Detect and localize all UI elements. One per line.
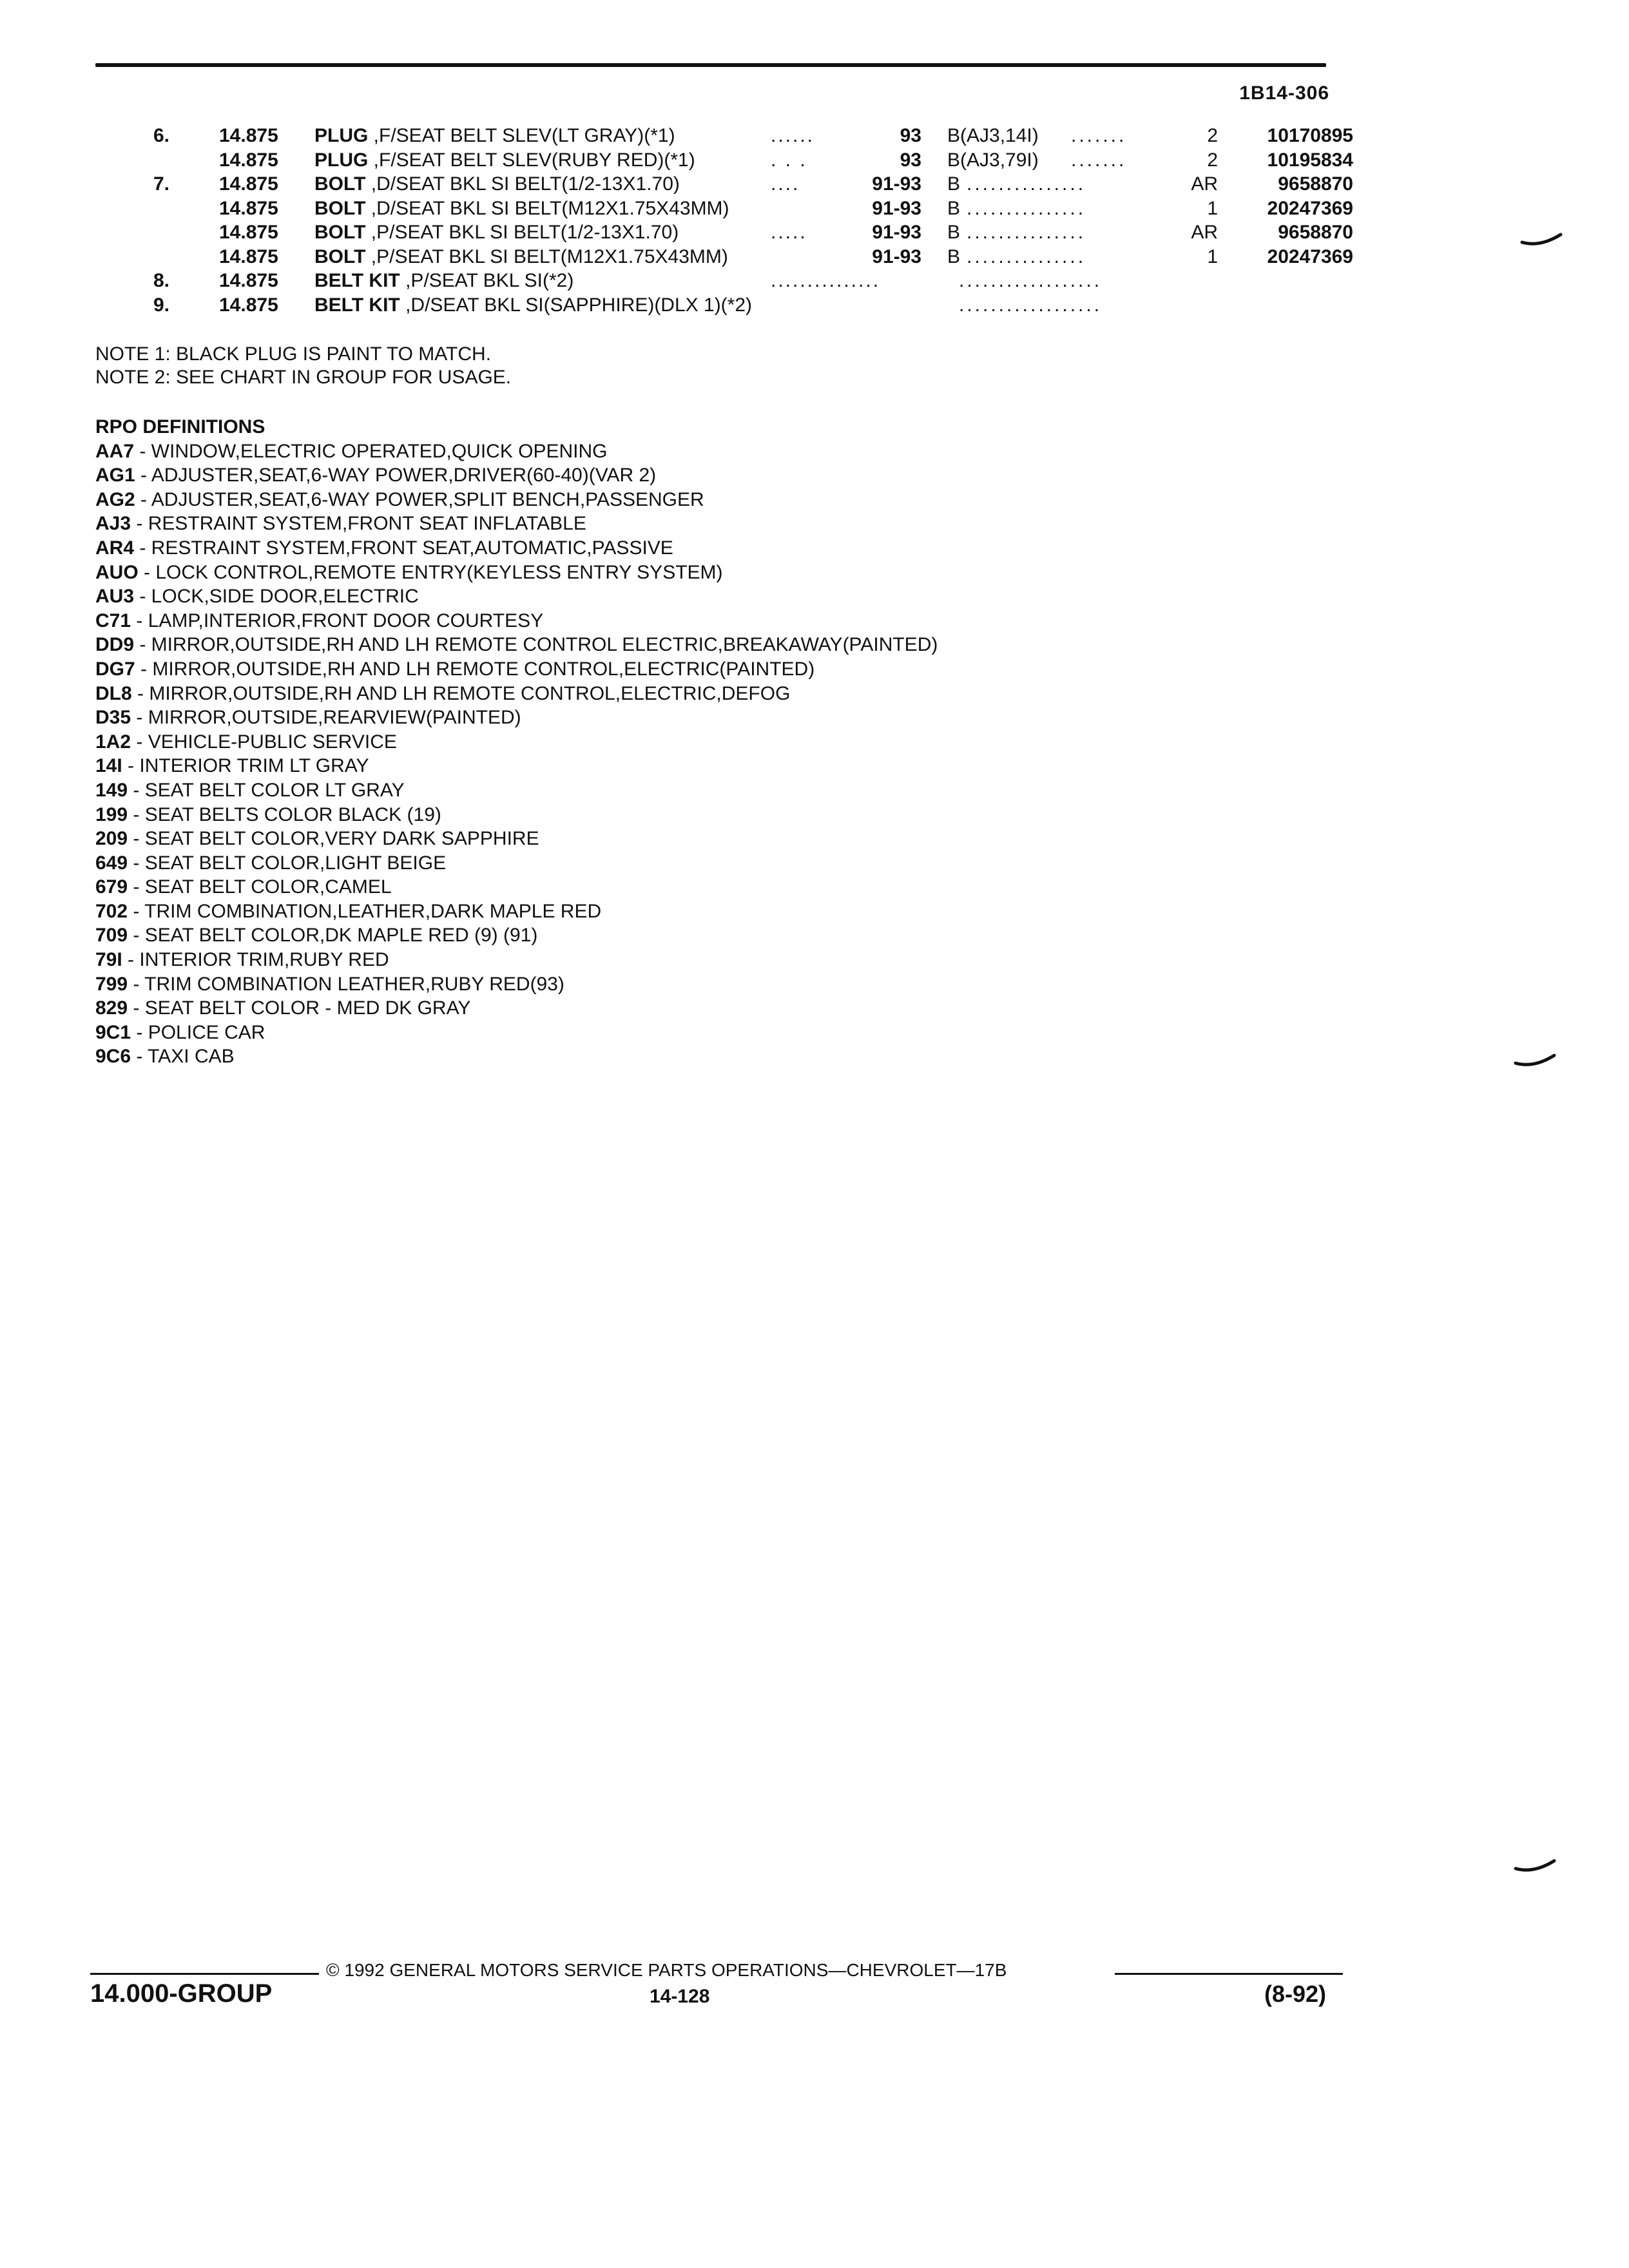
options: B bbox=[947, 222, 961, 243]
part-number: 10195834 bbox=[1267, 149, 1353, 171]
rpo-description: - LOCK,SIDE DOOR,ELECTRIC bbox=[134, 586, 419, 608]
rpo-code: AG1 bbox=[95, 465, 135, 486]
leader-dots: .................. bbox=[959, 270, 1103, 291]
options: B bbox=[947, 173, 961, 195]
rpo-description: - MIRROR,OUTSIDE,RH AND LH REMOTE CONTROL,ELECTRIC(PAINTED) bbox=[135, 658, 815, 680]
leader-dots: ............... bbox=[967, 222, 1086, 243]
rpo-item bbox=[95, 488, 938, 512]
rpo-description: - TRIM COMBINATION LEATHER,RUBY RED(93) bbox=[128, 973, 564, 995]
rpo-code: DL8 bbox=[95, 682, 132, 704]
rpo-item bbox=[95, 754, 938, 778]
parts-row bbox=[0, 125, 1418, 149]
rpo-item bbox=[95, 875, 938, 899]
quantity: 1 bbox=[1207, 245, 1218, 267]
rpo-code: AU3 bbox=[95, 586, 135, 608]
rpo-item bbox=[95, 682, 938, 706]
part-detail: ,F/SEAT BELT SLEV(LT GRAY)(*1) bbox=[368, 125, 675, 146]
options: B(AJ3,79I) bbox=[947, 149, 1039, 171]
part-description bbox=[314, 246, 728, 268]
part-name: BOLT bbox=[314, 245, 366, 267]
rpo-code: 702 bbox=[95, 900, 128, 922]
leader-dots: ....... bbox=[1071, 149, 1127, 171]
rpo-item bbox=[95, 561, 938, 585]
item-number: 8. bbox=[153, 270, 170, 291]
rpo-item bbox=[95, 584, 938, 609]
rpo-code: D35 bbox=[95, 707, 131, 729]
group-number: 14.875 bbox=[219, 245, 278, 267]
quantity: 2 bbox=[1207, 149, 1218, 171]
rpo-item bbox=[95, 730, 938, 754]
date-code: (8-92) bbox=[1264, 1981, 1327, 2007]
part-description bbox=[314, 270, 574, 292]
rpo-code: 149 bbox=[95, 779, 128, 801]
options: B bbox=[947, 197, 961, 219]
footer-rule-left bbox=[90, 1973, 319, 1975]
rpo-description: - TAXI CAB bbox=[131, 1046, 235, 1068]
rpo-description: - INTERIOR TRIM,RUBY RED bbox=[122, 949, 389, 971]
item-number: 6. bbox=[153, 125, 170, 146]
note-2: NOTE 2: SEE CHART IN GROUP FOR USAGE. bbox=[95, 367, 512, 388]
rpo-code: AJ3 bbox=[95, 513, 131, 535]
rpo-item bbox=[95, 899, 938, 924]
rpo-description: - POLICE CAR bbox=[131, 1021, 265, 1043]
leader-dots: .................. bbox=[959, 294, 1103, 316]
rpo-item bbox=[95, 803, 938, 827]
rpo-description: - VEHICLE-PUBLIC SERVICE bbox=[131, 731, 397, 753]
rpo-item bbox=[95, 536, 938, 561]
rpo-code: AG2 bbox=[95, 488, 135, 510]
model-years: 91-93 bbox=[872, 245, 921, 267]
part-name: BOLT bbox=[314, 173, 366, 195]
rpo-item bbox=[95, 633, 938, 657]
group-label: 14.000-GROUP bbox=[90, 1979, 273, 2008]
rpo-description: - MIRROR,OUTSIDE,REARVIEW(PAINTED) bbox=[131, 707, 521, 729]
group-number: 14.875 bbox=[219, 270, 278, 291]
part-name: BOLT bbox=[314, 222, 366, 243]
group-number: 14.875 bbox=[219, 149, 278, 171]
item-number: 9. bbox=[153, 294, 170, 316]
copyright-line: © 1992 GENERAL MOTORS SERVICE PARTS OPERATIONS—CHEVROLET—17B bbox=[326, 1960, 1007, 1980]
part-number: 20247369 bbox=[1267, 197, 1353, 219]
item-number: 7. bbox=[153, 173, 170, 195]
part-description bbox=[314, 149, 695, 171]
options: B bbox=[947, 245, 961, 267]
top-rule bbox=[95, 63, 1326, 67]
rpo-description: - INTERIOR TRIM LT GRAY bbox=[122, 755, 369, 777]
rpo-code: 829 bbox=[95, 997, 128, 1019]
part-detail: ,P/SEAT BKL SI(*2) bbox=[400, 270, 574, 291]
quantity: 2 bbox=[1207, 125, 1218, 146]
part-description bbox=[314, 294, 752, 316]
rpo-item bbox=[95, 827, 938, 851]
part-detail: ,D/SEAT BKL SI(SAPPHIRE)(DLX 1)(*2) bbox=[400, 294, 753, 316]
rpo-description: - SEAT BELT COLOR,DK MAPLE RED (9) (91) bbox=[128, 925, 538, 947]
rpo-code: AR4 bbox=[95, 537, 135, 559]
rpo-item bbox=[95, 512, 938, 536]
group-number: 14.875 bbox=[219, 222, 278, 243]
part-description bbox=[314, 125, 675, 147]
part-description bbox=[314, 173, 680, 195]
rpo-item bbox=[95, 609, 938, 633]
part-detail: ,P/SEAT BKL SI BELT(M12X1.75X43MM) bbox=[365, 245, 728, 267]
group-number: 14.875 bbox=[219, 125, 278, 146]
notes-section bbox=[95, 343, 511, 389]
rpo-definitions bbox=[95, 415, 938, 1069]
part-detail: ,F/SEAT BELT SLEV(RUBY RED)(*1) bbox=[368, 149, 695, 171]
rpo-code: 199 bbox=[95, 803, 128, 825]
part-description bbox=[314, 222, 679, 244]
part-number: 20247369 bbox=[1267, 245, 1353, 267]
rpo-item bbox=[95, 439, 938, 464]
rpo-description: - SEAT BELT COLOR LT GRAY bbox=[128, 779, 405, 801]
leader-dots: ....... bbox=[1071, 125, 1127, 146]
leader-dots: .... bbox=[771, 173, 800, 195]
part-name: BELT KIT bbox=[314, 270, 400, 291]
rpo-code: DG7 bbox=[95, 658, 135, 680]
parts-row bbox=[0, 294, 1418, 319]
parts-row bbox=[0, 246, 1418, 271]
rpo-item bbox=[95, 972, 938, 997]
document-id: 1B14-306 bbox=[1239, 82, 1329, 104]
rpo-code: 9C6 bbox=[95, 1046, 131, 1068]
rpo-code: 9C1 bbox=[95, 1021, 131, 1043]
rpo-description: - MIRROR,OUTSIDE,RH AND LH REMOTE CONTROL ELECTRIC,BREAKAWAY(PAINTED) bbox=[134, 634, 938, 656]
rpo-heading: RPO DEFINITIONS bbox=[95, 416, 265, 437]
rpo-item bbox=[95, 948, 938, 972]
note-1: NOTE 1: BLACK PLUG IS PAINT TO MATCH. bbox=[95, 343, 492, 365]
leader-dots: ............... bbox=[967, 173, 1086, 195]
rpo-code: DD9 bbox=[95, 634, 135, 656]
binder-tick-mark bbox=[1514, 1860, 1556, 1874]
part-name: PLUG bbox=[314, 149, 369, 171]
model-years: 93 bbox=[900, 125, 921, 146]
model-years: 91-93 bbox=[872, 197, 921, 219]
rpo-description: - SEAT BELT COLOR - MED DK GRAY bbox=[128, 997, 471, 1019]
rpo-code: 679 bbox=[95, 876, 128, 898]
model-years: 91-93 bbox=[872, 173, 921, 195]
leader-dots: ............... bbox=[967, 245, 1086, 267]
part-description bbox=[314, 198, 729, 220]
leader-dots: . . . bbox=[771, 149, 807, 171]
quantity: 1 bbox=[1207, 197, 1218, 219]
parts-row bbox=[0, 173, 1418, 198]
rpo-code: 649 bbox=[95, 852, 128, 874]
rpo-item bbox=[95, 778, 938, 803]
part-name: BELT KIT bbox=[314, 294, 400, 316]
rpo-description: - LOCK CONTROL,REMOTE ENTRY(KEYLESS ENTRY SYSTEM) bbox=[138, 561, 723, 583]
rpo-code: 799 bbox=[95, 973, 128, 995]
options: B(AJ3,14I) bbox=[947, 125, 1039, 146]
rpo-code: 1A2 bbox=[95, 731, 131, 753]
rpo-item bbox=[95, 923, 938, 948]
part-number: 9658870 bbox=[1278, 173, 1353, 195]
part-detail: ,D/SEAT BKL SI BELT(M12X1.75X43MM) bbox=[365, 197, 729, 219]
rpo-description: - SEAT BELT COLOR,VERY DARK SAPPHIRE bbox=[128, 828, 539, 850]
part-detail: ,P/SEAT BKL SI BELT(1/2-13X1.70) bbox=[365, 222, 679, 243]
part-number: 10170895 bbox=[1267, 125, 1353, 146]
rpo-item bbox=[95, 1044, 938, 1069]
rpo-code: 79I bbox=[95, 949, 122, 971]
group-number: 14.875 bbox=[219, 294, 278, 316]
rpo-list bbox=[95, 439, 938, 1069]
leader-dots: ...... bbox=[771, 125, 815, 146]
rpo-description: - TRIM COMBINATION,LEATHER,DARK MAPLE RED bbox=[128, 900, 602, 922]
quantity: AR bbox=[1191, 222, 1218, 243]
binder-tick-mark bbox=[1514, 1054, 1556, 1068]
rpo-code: 14I bbox=[95, 755, 122, 777]
rpo-item bbox=[95, 657, 938, 682]
rpo-description: - SEAT BELT COLOR,LIGHT BEIGE bbox=[128, 852, 447, 874]
rpo-item bbox=[95, 851, 938, 876]
page-number: 14-128 bbox=[650, 1986, 710, 2007]
parts-row bbox=[0, 149, 1418, 174]
group-number: 14.875 bbox=[219, 173, 278, 195]
part-name: PLUG bbox=[314, 125, 369, 146]
part-detail: ,D/SEAT BKL SI BELT(1/2-13X1.70) bbox=[365, 173, 680, 195]
rpo-code: C71 bbox=[95, 610, 131, 631]
rpo-description: - RESTRAINT SYSTEM,FRONT SEAT INFLATABLE bbox=[131, 513, 586, 535]
group-number: 14.875 bbox=[219, 197, 278, 219]
rpo-code: AUO bbox=[95, 561, 139, 583]
model-years: 93 bbox=[900, 149, 921, 171]
rpo-description: - ADJUSTER,SEAT,6-WAY POWER,DRIVER(60-40)(VAR 2) bbox=[135, 465, 657, 486]
rpo-item bbox=[95, 1021, 938, 1045]
rpo-code: AA7 bbox=[95, 440, 135, 462]
part-name: BOLT bbox=[314, 197, 366, 219]
rpo-description: - RESTRAINT SYSTEM,FRONT SEAT,AUTOMATIC,PASSIVE bbox=[134, 537, 673, 559]
quantity: AR bbox=[1191, 173, 1218, 195]
rpo-description: - ADJUSTER,SEAT,6-WAY POWER,SPLIT BENCH,PASSENGER bbox=[135, 488, 704, 510]
leader-dots: ............... bbox=[771, 270, 881, 291]
footer-rule-right bbox=[1115, 1973, 1343, 1975]
model-years: 91-93 bbox=[872, 222, 921, 243]
parts-row bbox=[0, 198, 1418, 222]
leader-dots: ..... bbox=[771, 222, 807, 243]
leader-dots: ............... bbox=[967, 197, 1086, 219]
rpo-description: - LAMP,INTERIOR,FRONT DOOR COURTESY bbox=[131, 610, 544, 631]
rpo-code: 709 bbox=[95, 925, 128, 947]
rpo-item bbox=[95, 463, 938, 488]
rpo-item bbox=[95, 996, 938, 1021]
part-number: 9658870 bbox=[1278, 222, 1353, 243]
rpo-code: 209 bbox=[95, 828, 128, 850]
parts-row bbox=[0, 270, 1418, 294]
rpo-description: - SEAT BELT COLOR,CAMEL bbox=[128, 876, 392, 898]
rpo-description: - MIRROR,OUTSIDE,RH AND LH REMOTE CONTROL,ELECTRIC,DEFOG bbox=[131, 682, 791, 704]
rpo-item bbox=[95, 706, 938, 730]
rpo-description: - SEAT BELTS COLOR BLACK (19) bbox=[128, 803, 441, 825]
parts-row bbox=[0, 222, 1418, 246]
rpo-description: - WINDOW,ELECTRIC OPERATED,QUICK OPENING bbox=[134, 440, 608, 462]
binder-tick-mark bbox=[1521, 233, 1562, 247]
